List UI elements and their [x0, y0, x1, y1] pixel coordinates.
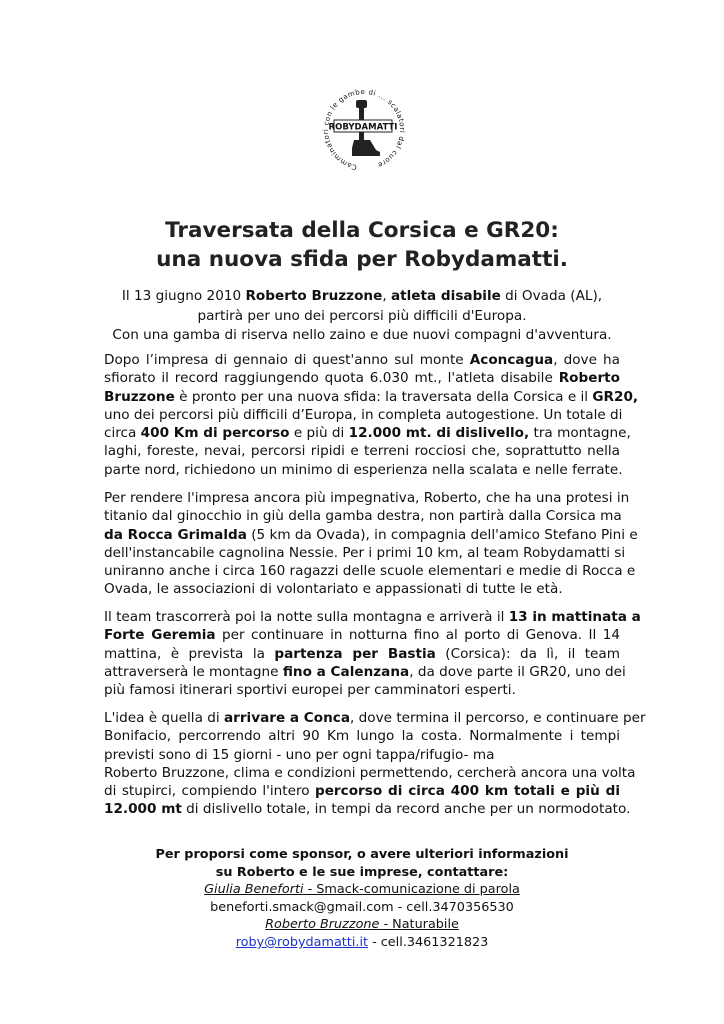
bold-run: 13 in mattinata a: [508, 609, 641, 625]
paragraph-line: [104, 782, 620, 800]
paragraph-line: previsti sono di 15 giorni - uno per ogni tappa/rifugio- ma: [104, 746, 495, 763]
paragraph-line: [104, 351, 620, 369]
text-run: , dove ha: [553, 352, 621, 368]
intro-line-3: Con una gamba di riserva nello zaino e due nuovi compagni d'avventura.: [112, 327, 612, 343]
text-run: attraverserà le montagne: [104, 663, 283, 680]
paragraph-line: più famosi itinerari sportivi europei per camminatori esperti.: [104, 682, 516, 699]
paragraph-line: [104, 800, 631, 818]
paragraph-line: uniranno anche i circa 160 ragazzi delle scuole elementari e medie di Rocca e: [104, 563, 636, 580]
text-run: Dopo l’impresa di gennaio di quest'anno sul monte: [104, 352, 470, 368]
paragraph-line: [104, 526, 638, 544]
text-run: per continuare in notturna fino al porto di Genova. Il 14: [215, 627, 620, 644]
intro-athlete-name: Roberto Bruzzone: [245, 288, 383, 304]
bold-run: percorso di circa 400 km totali e più di: [314, 783, 620, 800]
paragraph-line: Ovada, le associazioni di volontariato e appassionati di tutte le età.: [104, 581, 563, 598]
paragraph-line: [104, 369, 620, 387]
paragraph-1: [104, 351, 639, 479]
bold-run: partenza per Bastia: [274, 645, 436, 662]
contact-person-1: [0, 881, 724, 899]
paragraph-2: [104, 489, 638, 599]
contact-cell-2: - cell.3461321823: [368, 934, 489, 950]
contact-name-2: Roberto Bruzzone: [265, 917, 380, 933]
bold-run: 12.000 mt: [104, 801, 182, 818]
contact-org-2: - Naturabile: [379, 917, 459, 933]
paragraph-line: [104, 388, 639, 406]
intro-block: [60, 287, 664, 346]
contact-name-1: Giulia Beneforti: [204, 882, 304, 898]
text-run: tra montagne,: [529, 425, 631, 442]
paragraph-line: [104, 645, 620, 663]
paragraph-line: [104, 608, 641, 626]
intro-line-1: [60, 287, 664, 307]
text-run: , dove termina il percorso, e continuare per: [350, 710, 646, 726]
text-run: Il team trascorrerà poi la notte sulla montagna e arriverà il: [104, 609, 509, 625]
paragraph-line: dell'instancabile cagnolina Nessie. Per i primi 10 km, al team Robydamatti si: [104, 544, 626, 561]
contact-block: [0, 846, 724, 952]
paragraph-line: [104, 626, 620, 644]
text-run: di dislivello totale, in tempi da record anche per un normodotato.: [181, 801, 631, 818]
paragraph-line: parte nord, richiedono un minimo di esperienza nella scalata e nelle ferrate.: [104, 461, 623, 478]
contact-person-2: [0, 916, 724, 934]
paragraph-line: [104, 424, 631, 442]
intro-text: ,: [382, 288, 391, 304]
bold-run: arrivare a Conca: [223, 710, 351, 726]
paragraph-line: laghi, foreste, nevai, percorsi ripidi e terreni rocciosi che, soprattutto nella: [104, 443, 620, 460]
bold-run: Forte Geremia: [104, 627, 216, 644]
contact-details-2: [0, 934, 724, 952]
text-run: , da dove parte il GR20, uno dei: [409, 663, 626, 680]
text-run: circa: [104, 425, 141, 442]
contact-heading-line-1: Per proporsi come sponsor, o avere ulteriori informazioni: [155, 847, 569, 862]
title-line-1: Traversata della Corsica e GR20:: [165, 218, 559, 243]
bold-run: 12.000 mt. di dislivello,: [348, 425, 530, 442]
bold-run: 400 Km di percorso: [140, 425, 290, 442]
text-run: L'idea è quella di: [104, 710, 224, 726]
paragraph-line: titanio dal ginocchio in giù della gamba destra, non partirà dalla Corsica ma: [104, 508, 622, 525]
text-run: di stupirci, compiendo l'intero: [104, 783, 315, 800]
paragraph-line: Bonifacio, percorrendo altri 90 Km lungo la costa. Normalmente i tempi: [104, 728, 620, 745]
bold-run: fino a Calenzana: [282, 663, 410, 680]
page-title: [0, 216, 724, 274]
bold-run: da Rocca Grimalda: [104, 526, 247, 543]
email-link[interactable]: roby@robydamatti.it: [235, 934, 369, 950]
text-run: mattina, è prevista la: [104, 645, 275, 662]
bold-run: Aconcagua: [469, 352, 554, 368]
intro-athlete-status: atleta disabile: [390, 288, 501, 304]
contact-details-1: beneforti.smack@gmail.com - cell.3470356530: [210, 899, 514, 915]
text-run: (Corsica): da lì, il team: [435, 645, 620, 662]
logo-ring-text: Camminatori con le gambe di ... scalatori dal cuore: [322, 87, 407, 172]
paragraph-line: [104, 663, 626, 681]
intro-line-2: partirà per uno dei percorsi più difficili d'Europa.: [197, 307, 527, 324]
contact-org-1: - Smack-comunicazione di parola: [303, 882, 520, 898]
intro-text: di Ovada (AL),: [500, 288, 603, 304]
logo-brand: ROBYDAMATTI: [328, 122, 398, 133]
paragraph-4: [104, 709, 646, 819]
prosthetic-leg-icon: [318, 86, 410, 174]
bold-run: GR20,: [592, 388, 639, 405]
paragraph-line: uno dei percorsi più difficili d’Europa, in completa autogestione. Un totale di: [104, 406, 623, 423]
paragraph-3: [104, 608, 641, 699]
paragraph-line: Per rendere l'impresa ancora più impegnativa, Roberto, che ha una protesi in: [104, 490, 630, 506]
intro-text: Il 13 giugno 2010: [121, 288, 246, 304]
robydamatti-logo: [318, 86, 410, 174]
paragraph-line: [104, 709, 646, 727]
text-run: è pronto per una nuova sfida: la traversata della Corsica e il: [174, 388, 593, 405]
title-line-2: una nuova sfida per Robydamatti.: [156, 247, 568, 272]
paragraph-line: Roberto Bruzzone, clima e condizioni permettendo, cercherà ancora una volta: [104, 764, 636, 781]
contact-heading-line-2: su Roberto e le sue imprese, contattare:: [215, 864, 509, 880]
text-run: (5 km da Ovada), in compagnia dell'amico Stefano Pini e: [246, 526, 638, 543]
text-run: e più di: [289, 425, 349, 442]
text-run: sfiorato il record raggiungendo quota 6.030 mt., l'atleta disabile: [104, 370, 559, 387]
bold-run: Bruzzone: [104, 388, 175, 405]
bold-run: Roberto: [558, 370, 620, 387]
